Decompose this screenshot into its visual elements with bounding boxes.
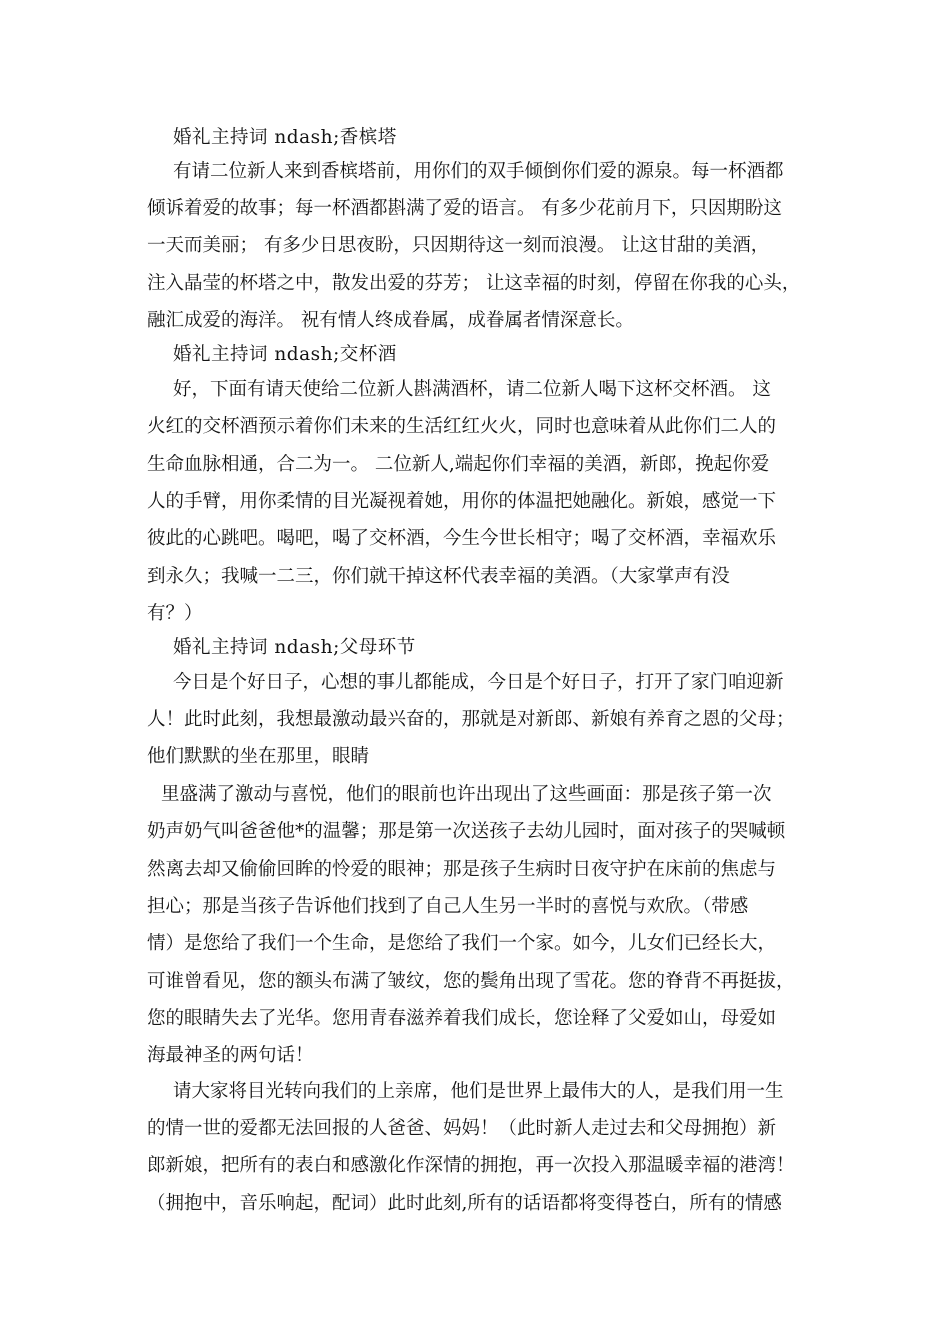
section-heading: 婚礼主持词 ndash;交杯酒	[173, 344, 397, 365]
paragraph-line: 一天而美丽； 有多少日思夜盼，只因期待这一刻而浪漫。 让这甘甜的美酒，	[147, 235, 770, 256]
paragraph-line: 海最神圣的两句话！	[147, 1045, 314, 1066]
paragraph-line: 有？）	[147, 603, 203, 624]
paragraph-line: 生命血脉相通，合二为一。 二位新人,端起你们幸福的美酒，新郎，挽起你爱	[147, 454, 770, 475]
paragraph-line: 可谁曾看见，您的额头布满了皱纹，您的鬓角出现了雪花。您的脊背不再挺拔，	[147, 971, 795, 992]
paragraph-line: 今日是个好日子，心想的事儿都能成，今日是个好日子，打开了家门咱迎新	[173, 672, 784, 693]
paragraph-line: 情）是您给了我们一个生命，是您给了我们一个家。如今，儿女们已经长大，	[147, 933, 777, 954]
section-heading: 婚礼主持词 ndash;父母环节	[173, 637, 416, 658]
paragraph-line: 担心；那是当孩子告诉他们找到了自己人生另一半时的喜悦与欢欣。（带感	[147, 896, 749, 917]
paragraph-line: 彼此的心跳吧。喝吧，喝了交杯酒，今生今世长相守；喝了交杯酒，幸福欢乐	[147, 528, 777, 549]
paragraph-line: 人的手臂，用你柔情的目光凝视着她，用你的体温把她融化。新娘，感觉一下	[147, 491, 777, 512]
section-heading: 婚礼主持词 ndash;香槟塔	[173, 127, 397, 148]
paragraph-line: 注入晶莹的杯塔之中，散发出爱的芬芳； 让这幸福的时刻，停留在你我的心头，	[147, 273, 801, 294]
paragraph-line: 里盛满了激动与喜悦，他们的眼前也许出现出了这些画面：那是孩子第一次	[161, 784, 772, 805]
paragraph-line: 奶声奶气叫爸爸他*的温馨；那是第一次送孩子去幼儿园时，面对孩子的哭喊顿	[147, 821, 786, 842]
paragraph-line: 好，下面有请天使给二位新人斟满酒杯，请二位新人喝下这杯交杯酒。 这	[173, 379, 771, 400]
paragraph-line: 的情一世的爱都无法回报的人爸爸、妈妈！（此时新人走过去和父母拥抱）新	[147, 1118, 777, 1139]
paragraph-line: 郎新娘，把所有的表白和感激化作深情的拥抱，再一次投入那温暖幸福的港湾！	[147, 1155, 795, 1176]
paragraph-line: 火红的交杯酒预示着你们未来的生活红红火火，同时也意味着从此你们二人的	[147, 416, 777, 437]
paragraph-line: 有请二位新人来到香槟塔前，用你们的双手倾倒你们爱的源泉。每一杯酒都	[173, 161, 784, 182]
paragraph-line: 然离去却又偷偷回眸的怜爱的眼神；那是孩子生病时日夜守护在床前的焦虑与	[147, 859, 777, 880]
paragraph-line: 倾诉着爱的故事；每一杯酒都斟满了爱的语言。 有多少花前月下，只因期盼这	[147, 198, 782, 219]
paragraph-line: 融汇成爱的海洋。 祝有情人终成眷属，成眷属者情深意长。	[147, 310, 634, 331]
paragraph-line: 请大家将目光转向我们的上亲席，他们是世界上最伟大的人，是我们用一生	[173, 1081, 784, 1102]
paragraph-line: （拥抱中，音乐响起，配词）此时此刻,所有的话语都将变得苍白，所有的情感	[147, 1193, 782, 1214]
paragraph-line: 您的眼睛失去了光华。您用青春滋养着我们成长，您诠释了父爱如山，母爱如	[147, 1008, 777, 1029]
paragraph-line: 到永久；我喊一二三，你们就干掉这杯代表幸福的美酒。（大家掌声有没	[147, 566, 730, 587]
paragraph-line: 人！此时此刻，我想最激动最兴奋的，那就是对新郎、新娘有养育之恩的父母；	[147, 709, 795, 730]
paragraph-line: 他们默默的坐在那里，眼睛	[147, 746, 370, 767]
